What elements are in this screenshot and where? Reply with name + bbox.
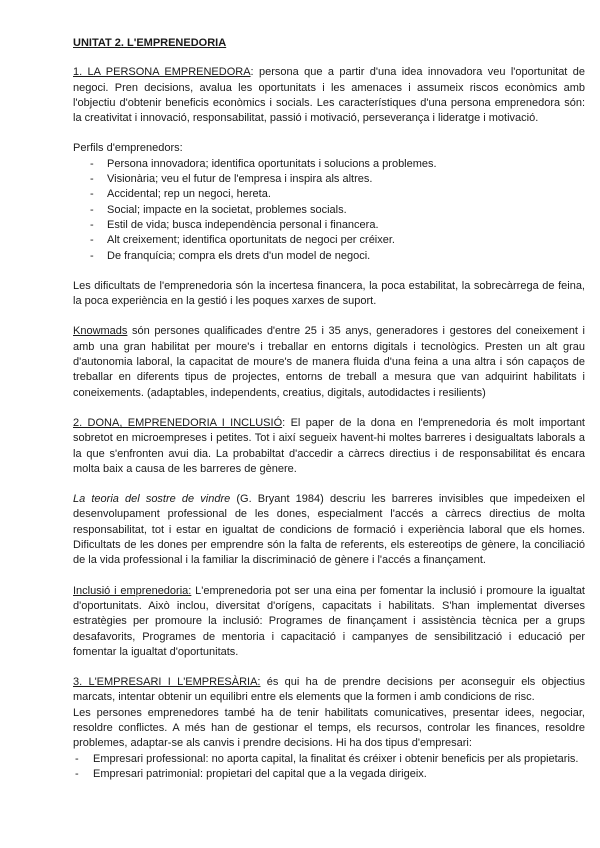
- page-title: UNITAT 2. L'EMPRENEDORIA: [73, 37, 227, 49]
- list-item: - Visionària; veu el futur de l'empresa i inspira als altres.: [73, 172, 585, 187]
- entrepreneur-types-list: [73, 752, 585, 783]
- section-2-text: : El paper de la dona en l'emprenedoria és molt important sobretot en microempreses i petites. Tot i així segueix havent-hi moltes barreres i desigualtats laborals a la que s'enfronten avui dia. La probabiltat d'accedir a càrrecs directius i de responsabilitat és encara molta baix a causa de les barreres de gènere.: [73, 416, 585, 475]
- knowmads-paragraph: [73, 324, 585, 400]
- list-item: - De franquícia; compra els drets d'un model de negoci.: [73, 249, 585, 264]
- list-item: - Alt creixement; identifica oportunitats de negoci per créixer.: [73, 233, 585, 248]
- glass-ceiling-paragraph: [73, 492, 585, 568]
- glass-ceiling-text: (G. Bryant 1984) descriu les barreres invisibles que impedeixen el desenvolupament professional de les dones, especialment l'accés a càrrecs directius de molta responsabilitat, tot i estar en igualtat de condicions de formació i experiència laboral que els homes. Dificultats de les dones per emprendre són la falta de referents, els estereotips de gènere, la conciliació de la vida professional i la familiar la discriminació de gènere i l'accés a finançament.: [73, 493, 585, 567]
- list-item: - Estil de vida; busca independència personal i financera.: [73, 218, 585, 233]
- document-page: [73, 36, 585, 782]
- glass-ceiling-term: La teoria del sostre de vindre: [73, 493, 231, 506]
- list-item: - Persona innovadora; identifica oportunitats i solucions a problemes.: [73, 157, 585, 172]
- list-item: - Empresari professional: no aporta capital, la finalitat és créixer i obtenir beneficis per als propietaris.: [73, 752, 585, 767]
- section-3-text: és qui ha de prendre decisions per aconseguir els objectius marcats, intentar obtenir un equilibri entre els elements que la formen i amb condicions de risc.: [73, 676, 585, 704]
- section-2-heading: 2. DONA, EMPRENEDORIA I INCLUSIÓ: [73, 416, 283, 429]
- section-3-paragraph-2: Les persones emprenedores també ha de tenir habilitats comunicatives, presentar idees, negociar, resoldre conflictes. A més han de gestionar el temps, els recursos, controlar les finances, resoldre problemes, adaptar-se als canvis i prendre decisions. Hi ha dos tipus d'empresari:: [73, 706, 585, 750]
- knowmads-text: són persones qualificades d'entre 25 i 35 anys, generadores i gestores del coneixement i amb una gran habilitat per moure's i treballar en entorns digitals i tecnològics. Presten un alt grau d'autonomia laboral, la capacitat de moure's de manera fluida d'una feina a una altra i són capaços de treballar en diferents tipus de projectes, entorns de treball a mesura que van adquirint habilitats i coneixements. (adaptables, independents, creatius, digitals, autodidactes i resilients): [73, 325, 585, 399]
- profiles-intro: Perfils d'emprenedors:: [73, 142, 183, 155]
- section-2-paragraph: [73, 416, 585, 477]
- section-1-paragraph: [73, 65, 585, 126]
- inclusion-term: Inclusió i emprenedoria:: [73, 584, 192, 597]
- inclusion-text: L'emprenedoria pot ser una eina per fomentar la inclusió i promoure la igualtat d'oportunitats. Això inclou, diversitat d'orígens, capacitats i habilitats. S'han implementat diverses estratègies per promoure la inclusió: Programes de finançament i assistència tècnica per a grups desafavorits, Programes de mentoria i capacitació i campanyes de sensibilització i educació per fomentar la igualtat d'oportunitats.: [73, 584, 585, 658]
- difficulties-paragraph: Les dificultats de l'emprenedoria són la incertesa financera, la poca estabilitat, la sobrecàrrega de feina, la poca experiència en la gestió i les poques xarxes de suport.: [73, 279, 585, 308]
- section-1-text: : persona que a partir d'una idea innovadora veu l'oportunitat de negoci. Pren decisions, avalua les oportunitats i les amenaces i assumeix riscos econòmics amb l'objectiu d'obtenir beneficis econòmics i socials. Les característiques d'una persona emprenedora són: la creativitat i innovació, responsabilitat, passió i motivació, perseverança i lideratge i motivació.: [73, 66, 585, 125]
- list-item: - Social; impacte en la societat, problemes socials.: [73, 203, 585, 218]
- section-3-heading: 3. L'EMPRESARI I L'EMPRESÀRIA:: [73, 676, 261, 689]
- list-item: - Accidental; rep un negoci, hereta.: [73, 187, 585, 202]
- profiles-list: [73, 157, 585, 264]
- section-3-paragraph: [73, 675, 585, 706]
- knowmads-term: Knowmads: [73, 325, 128, 338]
- inclusion-paragraph: [73, 584, 585, 660]
- section-1-heading: 1. LA PERSONA EMPRENEDORA: [73, 66, 251, 79]
- list-item: - Empresari patrimonial: propietari del capital que a la vegada dirigeix.: [73, 767, 585, 782]
